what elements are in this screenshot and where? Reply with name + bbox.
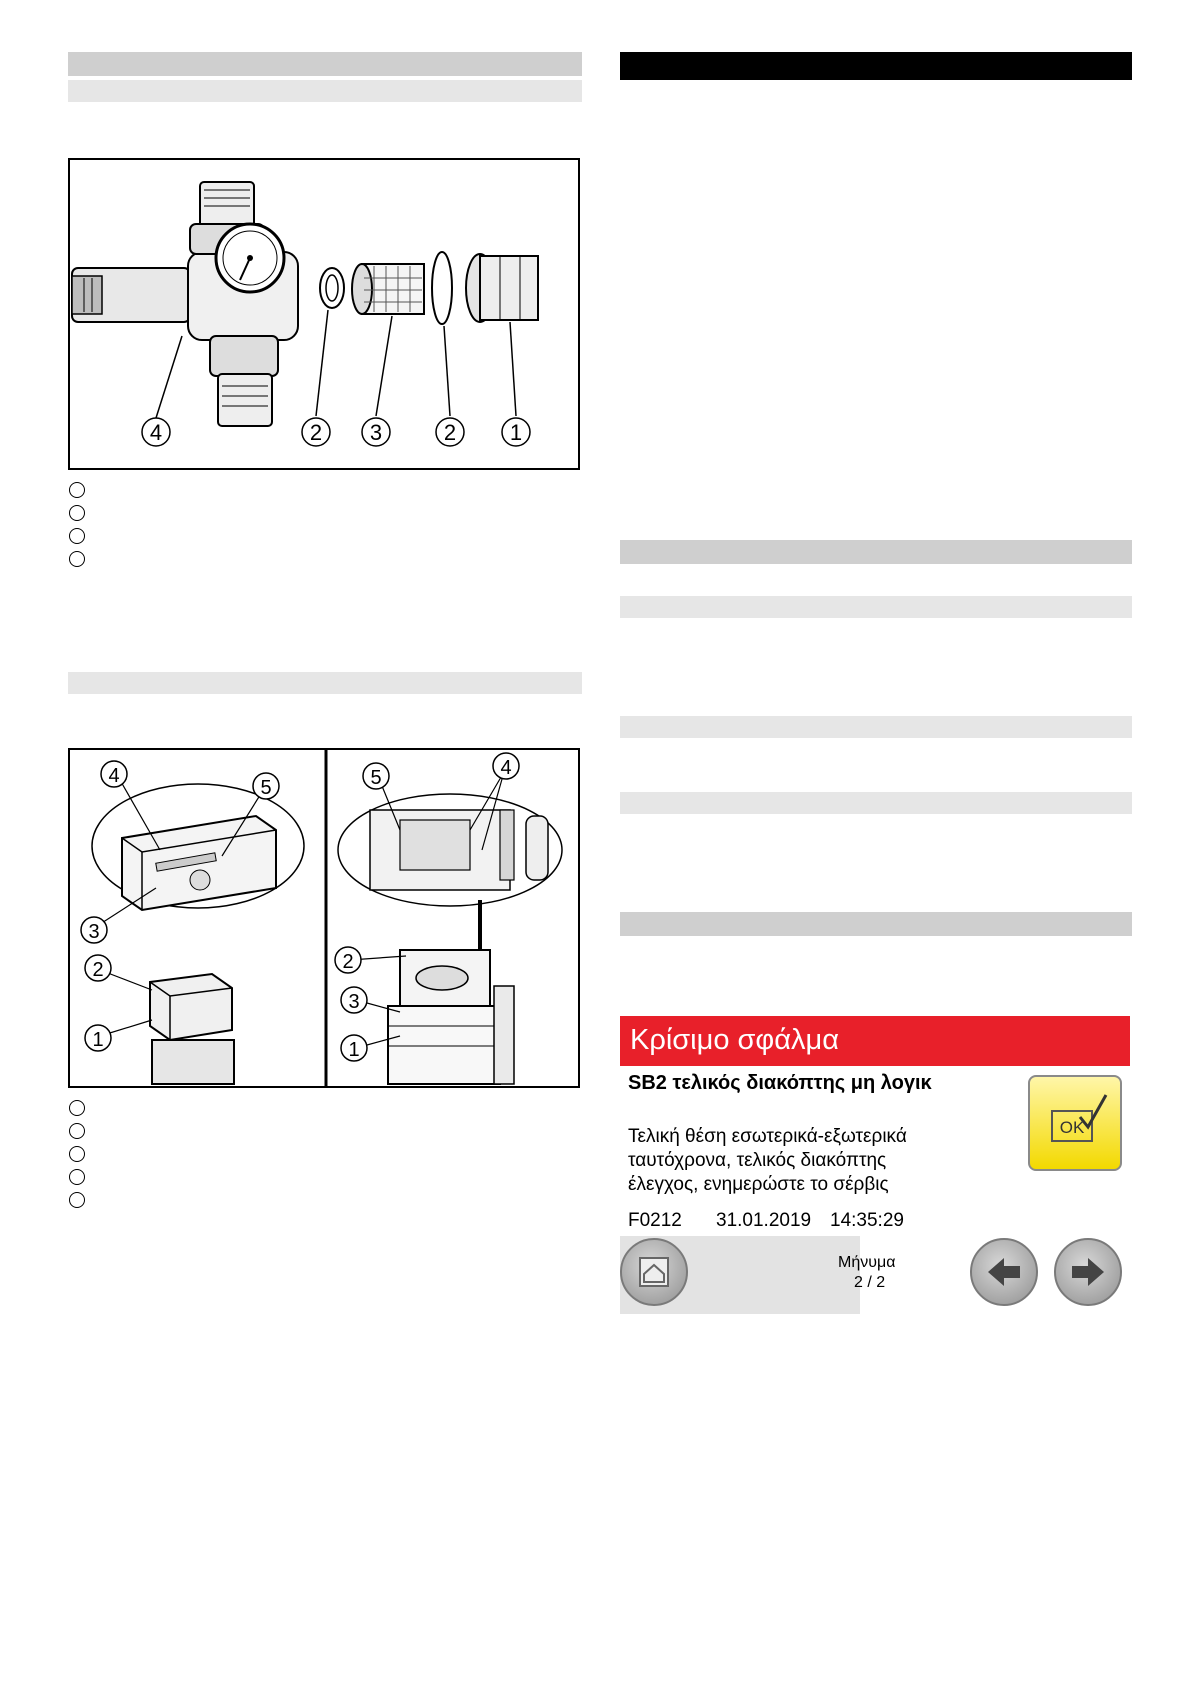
error-date: 31.01.2019 [716,1210,812,1231]
callout-label: 3 [369,420,383,445]
callout-label: 2 [92,959,104,981]
ok-label: OK [1059,1118,1085,1137]
subsection-heading-bar [620,716,1132,738]
home-icon [622,1240,686,1304]
legend-bullet [69,528,85,544]
legend-bullet [69,551,85,567]
callout-label: 5 [370,767,382,789]
error-code: F0212 [628,1210,682,1231]
pressure-reducer-illustration [70,160,578,468]
error-message-line: έλεγχος, ενημερώστε το σέρβις [628,1174,889,1195]
error-message-line: ταυτόχρονα, τελικός διακόπτης [628,1150,887,1171]
legend-bullet [69,1192,85,1208]
callout-label: 4 [500,757,512,779]
message-label: Μήνυμα [838,1254,896,1271]
subsection-heading-bar [68,80,582,102]
callout-label: 1 [509,420,523,445]
section-heading-bar [620,912,1132,936]
switch-assembly-figure [68,748,580,1088]
callout-label: 1 [92,1029,104,1051]
ok-button[interactable] [1028,1075,1122,1171]
callout-label: 2 [342,951,354,973]
arrow-right-icon [1056,1240,1120,1304]
section-heading-bar [620,540,1132,564]
callout-label: 3 [88,921,100,943]
callout-label: 2 [309,420,323,445]
next-message-button[interactable] [1054,1238,1122,1306]
subsection-heading-bar [620,792,1132,814]
previous-message-button[interactable] [970,1238,1038,1306]
error-subtitle: SB2 τελικός διακόπτης μη λογικ [628,1072,932,1094]
callout-label: 2 [443,420,457,445]
section-heading-bar [68,672,582,694]
legend-bullet [69,1146,85,1162]
checkmark-icon [1030,1077,1120,1169]
error-time: 14:35:29 [830,1210,904,1231]
chapter-heading-bar [620,52,1132,80]
subsection-heading-bar [620,596,1132,618]
callout-label: 5 [260,777,272,799]
section-heading-bar [68,52,582,76]
error-title: Κρίσιμο σφάλμα [630,1024,839,1056]
legend-bullet [69,505,85,521]
arrow-left-icon [972,1240,1036,1304]
legend-bullet [69,1123,85,1139]
legend-bullet [69,1169,85,1185]
pressure-reducer-figure [68,158,580,470]
callout-label: 4 [149,420,163,445]
error-header [620,1016,1130,1066]
callout-label: 3 [348,991,360,1013]
callout-label: 4 [108,765,120,787]
legend-bullet [69,1100,85,1116]
home-button[interactable] [620,1238,688,1306]
legend-bullet [69,482,85,498]
callout-label: 1 [348,1039,360,1061]
switch-assembly-illustration [70,750,578,1086]
message-counter: 2 / 2 [854,1274,886,1291]
error-message-line: Τελική θέση εσωτερικά-εξωτερικά [628,1126,907,1147]
